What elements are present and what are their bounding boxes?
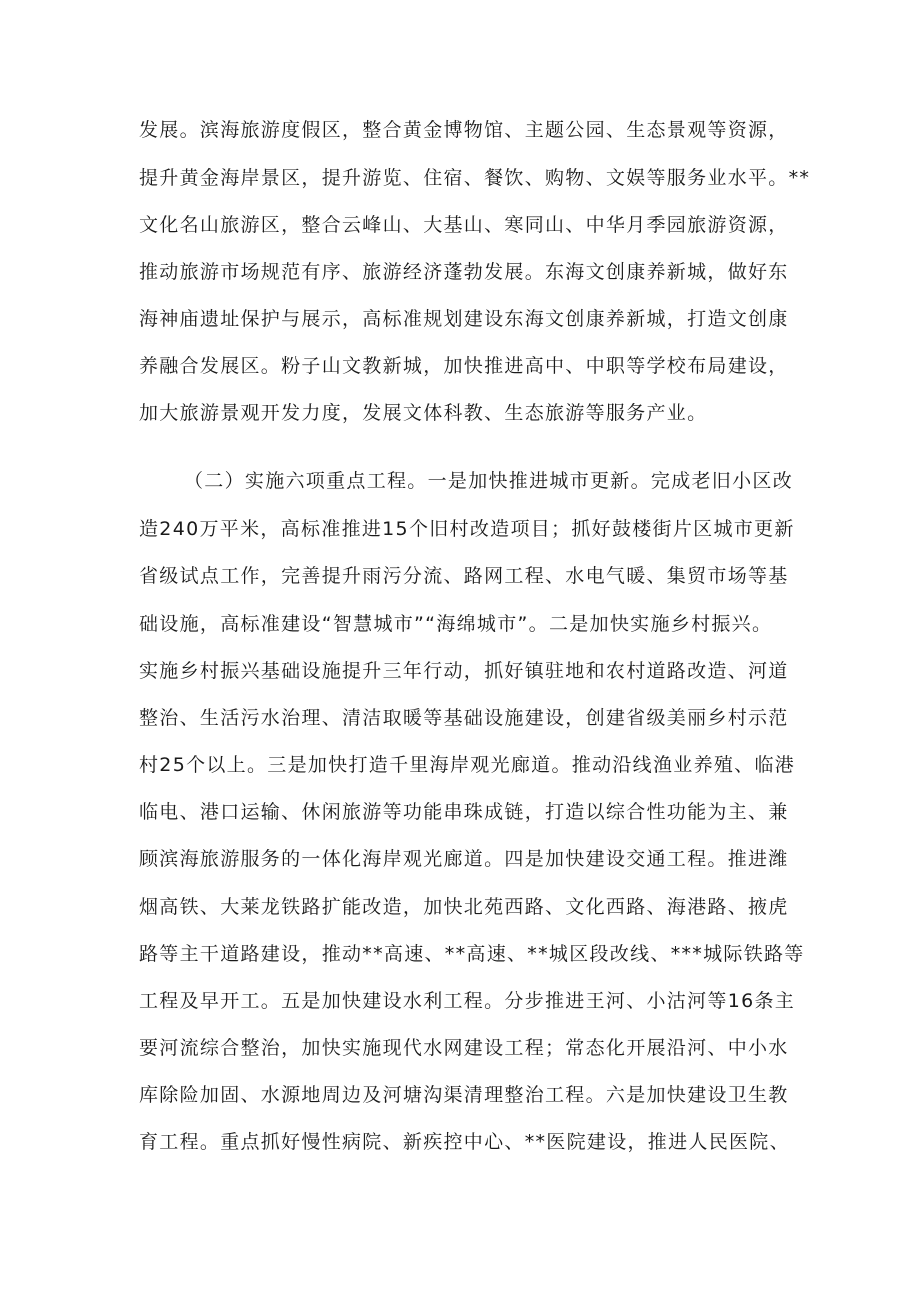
paragraph-1-line: 养融合发展区。粉子山文教新城，加快推进高中、中职等学校布局建设， <box>139 355 789 377</box>
paragraph-1-line: 提升黄金海岸景区，提升游览、住宿、餐饮、购物、文娱等服务业水平。** <box>139 167 811 189</box>
paragraph-2-line: 路等主干道路建设，推动**高速、**高速、**城区段改线、***城际铁路等 <box>139 943 805 965</box>
paragraph-1-line: 文化名山旅游区，整合云峰山、大基山、寒同山、中华月季园旅游资源， <box>139 214 789 236</box>
paragraph-2-line: 要河流综合整治，加快实施现代水网建设工程；常态化开展沿河、中小水 <box>139 1037 789 1059</box>
paragraph-2-line: 省级试点工作，完善提升雨污分流、路网工程、水电气暖、集贸市场等基 <box>139 565 789 587</box>
paragraph-2-line: 库除险加固、水源地周边及河塘沟渠清理整治工程。六是加快建设卫生教 <box>139 1084 789 1106</box>
paragraph-2-line: 烟高铁、大莱龙铁路扩能改造，加快北苑西路、文化西路、海港路、掖虎 <box>139 896 789 918</box>
paragraph-2-line: 础设施，高标准建设“智慧城市”“海绵城市”。二是加快实施乡村振兴。 <box>139 613 773 635</box>
paragraph-2-first-line: （二）实施六项重点工程。一是加快推进城市更新。完成老旧小区改 <box>184 470 794 492</box>
paragraph-1-line: 推动旅游市场规范有序、旅游经济蓬勃发展。东海文创康养新城，做好东 <box>139 261 789 283</box>
paragraph-1-line: 海神庙遗址保护与展示，高标准规划建设东海文创康养新城，打造文创康 <box>139 308 789 330</box>
paragraph-2-line: 整治、生活污水治理、清洁取暖等基础设施建设，创建省级美丽乡村示范 <box>139 707 789 729</box>
paragraph-2-line: 造240万平米，高标准推进15个旧村改造项目；抓好鼓楼街片区城市更新 <box>139 518 795 540</box>
paragraph-2-line: 工程及早开工。五是加快建设水利工程。分步推进王河、小沽河等16条主 <box>139 990 796 1012</box>
paragraph-2-line: 村25个以上。三是加快打造千里海岸观光廊道。推动沿线渔业养殖、临港 <box>139 754 796 776</box>
paragraph-2-line: 育工程。重点抓好慢性病院、新疾控中心、**医院建设，推进人民医院、 <box>139 1131 790 1153</box>
paragraph-1-line: 发展。滨海旅游度假区，整合黄金博物馆、主题公园、生态景观等资源， <box>139 119 789 141</box>
paragraph-2-line: 实施乡村振兴基础设施提升三年行动，抓好镇驻地和农村道路改造、河道 <box>139 660 789 682</box>
paragraph-2-line: 临电、港口运输、休闲旅游等功能串珠成链，打造以综合性功能为主、兼 <box>139 801 789 823</box>
paragraph-2-line: 顾滨海旅游服务的一体化海岸观光廊道。四是加快建设交通工程。推进潍 <box>139 848 789 870</box>
paragraph-1-line: 加大旅游景观开发力度，发展文体科教、生态旅游等服务产业。 <box>139 402 708 424</box>
